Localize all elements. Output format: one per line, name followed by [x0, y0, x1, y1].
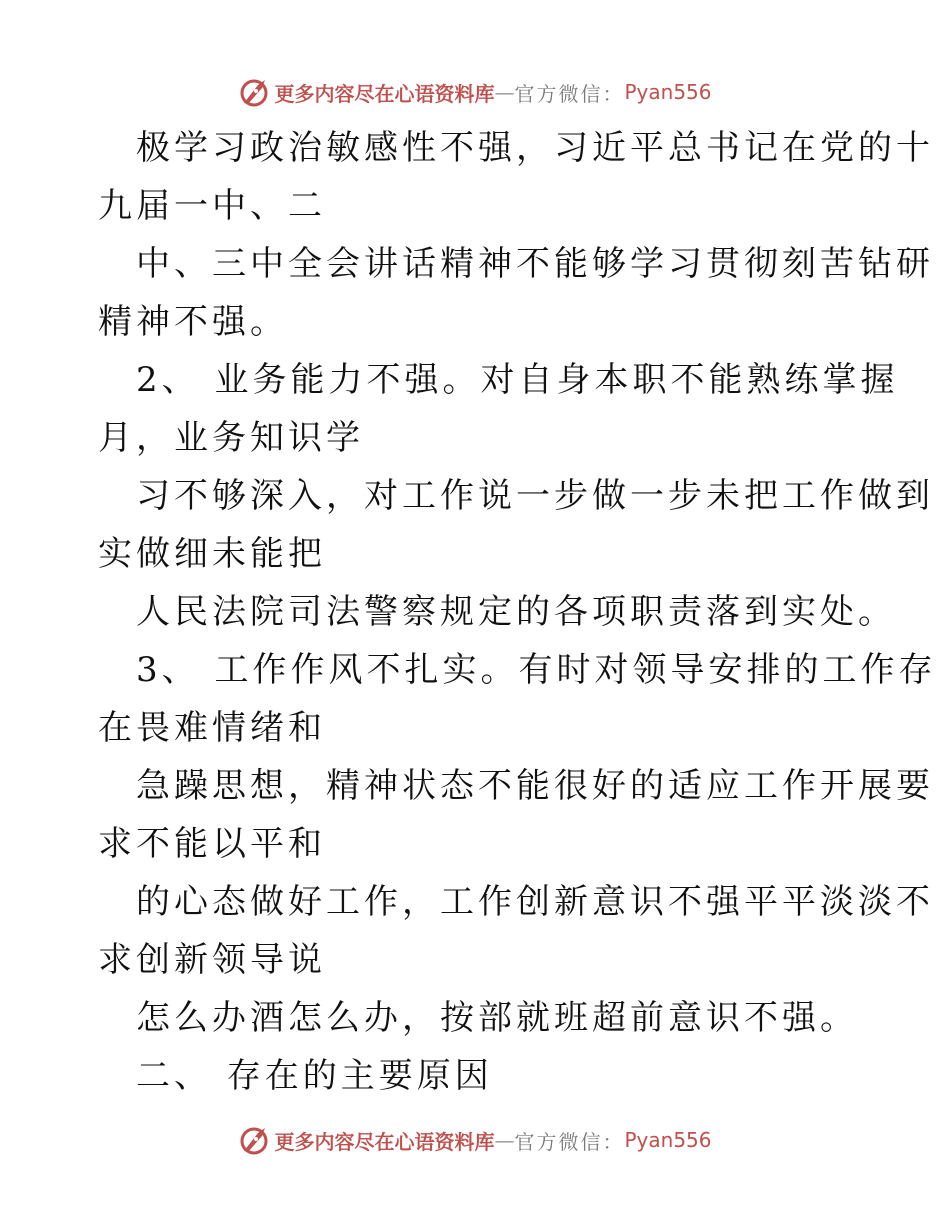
pen-nib-logo-icon [238, 76, 270, 108]
wechat-id: Pyan556 [624, 80, 712, 104]
section-heading: 二、 存在的主要原因 [136, 1056, 493, 1096]
separator-dash: — [494, 1128, 515, 1152]
brand-text: 更多内容尽在心语资料库 [274, 1129, 495, 1154]
text-line: 精神不强。 [98, 302, 288, 342]
text-line: 在畏难情绪和 [98, 708, 326, 748]
text-line: 3、 工作作风不扎实。有时对领导安排的工作存 [136, 650, 937, 690]
text-line: 求不能以平和 [98, 824, 326, 864]
footer-watermark-banner [0, 1120, 950, 1160]
text-line: 实做细未能把 [98, 534, 326, 574]
text-line: 习不够深入，对工作说一步做一步未把工作做到 [136, 476, 934, 516]
pen-nib-logo-icon [238, 1124, 270, 1156]
separator-dash: — [494, 80, 515, 104]
text-line: 月，业务知识学 [98, 418, 364, 458]
official-wechat-label: 官方微信： [514, 1129, 625, 1154]
official-wechat-label: 官方微信： [514, 81, 625, 106]
wechat-id: Pyan556 [624, 1128, 712, 1152]
text-line: 人民法院司法警察规定的各项职责落到实处。 [136, 592, 896, 632]
text-line: 中、三中全会讲话精神不能够学习贯彻刻苦钻研 [136, 244, 934, 284]
header-watermark-banner [0, 72, 950, 112]
text-line: 的心态做好工作，工作创新意识不强平平淡淡不 [136, 882, 934, 922]
text-line: 极学习政治敏感性不强，习近平总书记在党的十 [136, 128, 934, 168]
text-line: 求创新领导说 [98, 940, 326, 980]
text-line: 急躁思想，精神状态不能很好的适应工作开展要 [136, 766, 934, 806]
brand-text: 更多内容尽在心语资料库 [274, 81, 495, 106]
text-line: 九届一中、二 [98, 186, 326, 226]
text-line: 怎么办酒怎么办，按部就班超前意识不强。 [136, 998, 858, 1038]
text-line: 2、 业务能力不强。对自身本职不能熟练掌握 [136, 360, 899, 400]
